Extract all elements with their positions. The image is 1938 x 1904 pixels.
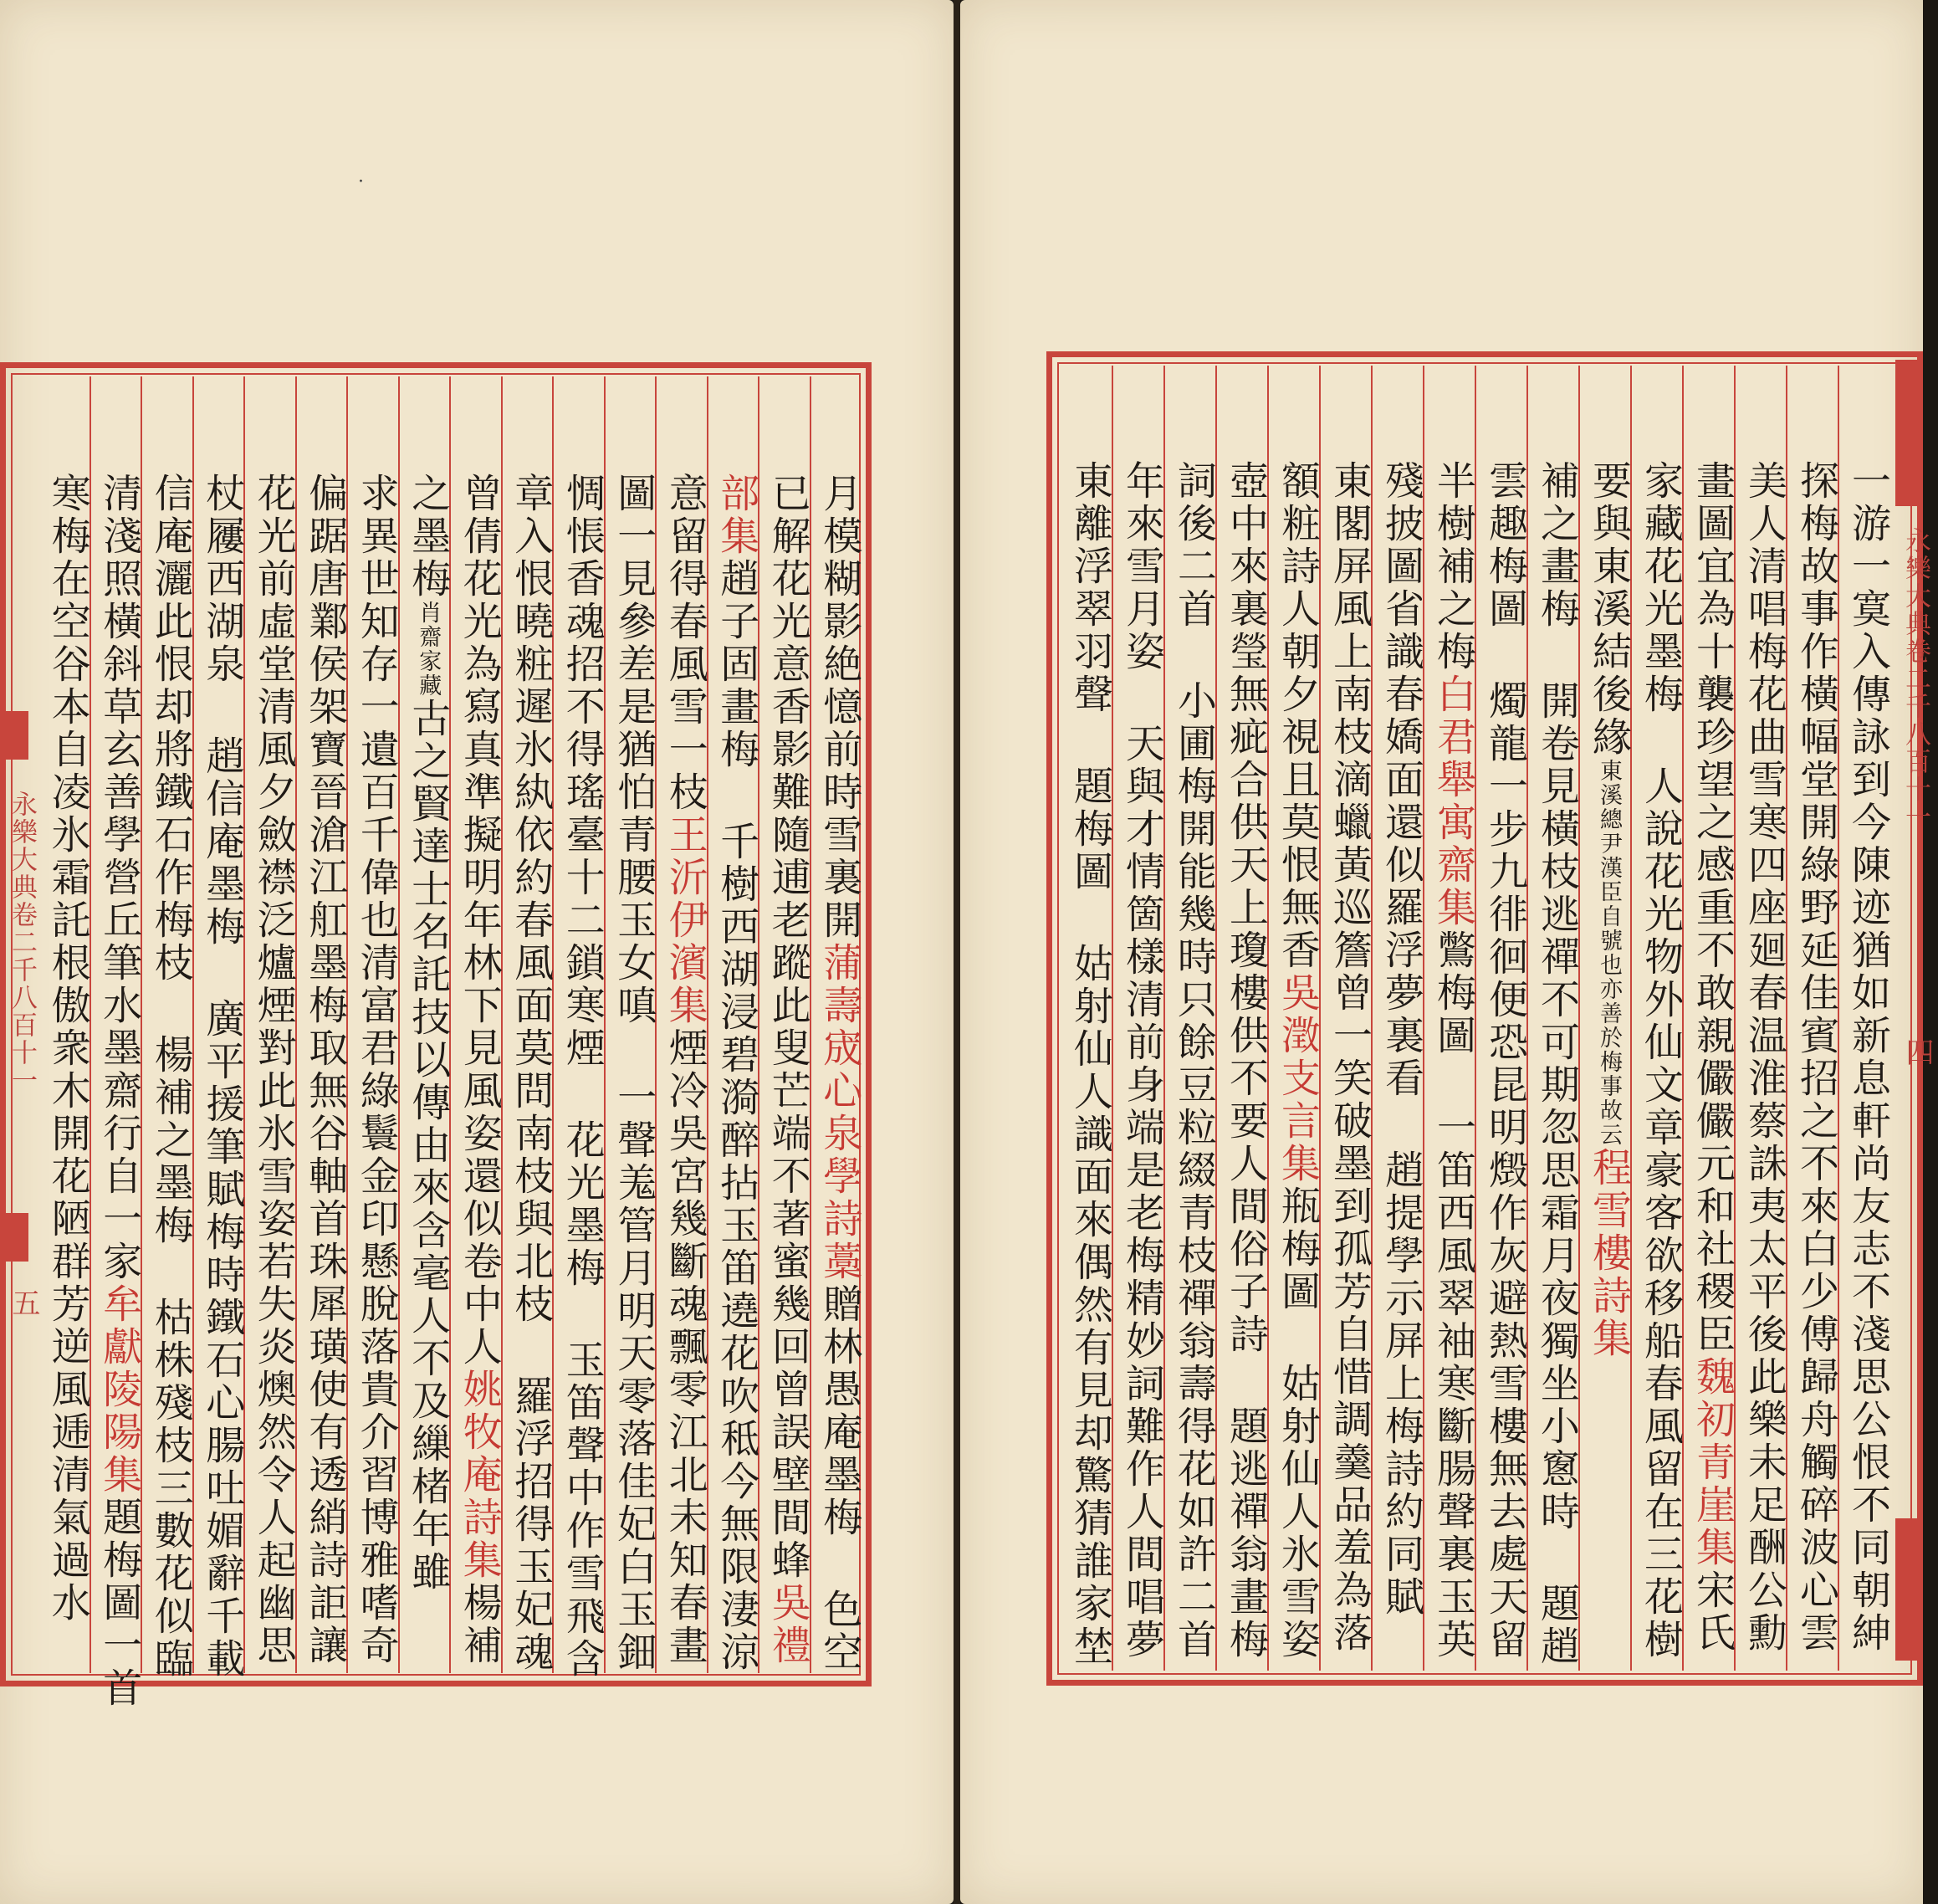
text-segment: 鷩梅圖 一笛西風翠袖寒斷腸聲裏玉英 xyxy=(1430,929,1476,1661)
left-page-column xyxy=(298,473,349,1667)
annotation-note: 東溪總尹漢臣自號也亦善於梅事故云 xyxy=(1596,759,1622,1147)
text-segment: 信庵灑此恨却將鐵石作梅枝 楊補之墨梅 枯株殘枝三數花似臨 xyxy=(147,473,194,1681)
text-segment: 一游一寞入傳詠到今陳迹猶如新息軒尚友志不淺思公恨不同朝紳 xyxy=(1845,460,1891,1655)
left-page-column xyxy=(606,473,657,1674)
text-segment: 偏踞唐鄴侯架寶晉滄江舡墨梅取無谷軸首珠犀璜使有透綃詩詎讓 xyxy=(302,473,349,1667)
source-title: 王沂伊濱集 xyxy=(662,814,708,1027)
text-segment: 要與東溪結後緣 xyxy=(1586,460,1632,759)
text-segment: 宋氏 xyxy=(1690,1569,1736,1655)
text-segment: 贈林愚庵墨梅 色空 xyxy=(816,1283,863,1674)
text-segment: 清淺照橫斜草玄善學營丘筆水墨齋行自一家 xyxy=(96,473,143,1283)
right-page-column xyxy=(1737,460,1787,1665)
source-title: 魏初青崖集 xyxy=(1690,1356,1736,1569)
source-title: 部集 xyxy=(713,473,760,558)
text-segment: 惆悵香魂招不得瑤臺十二鎖寒煙 花光墨梅 玉笛聲中作雪飛含 xyxy=(559,473,606,1681)
left-page-column xyxy=(401,473,452,1661)
text-segment: 花光前虛堂清風夕斂襟泛爐煙對此氷雪姿若失炎燠然令人起幽思 xyxy=(250,473,297,1667)
source-title: 吳澂支言集 xyxy=(1275,972,1321,1185)
left-page-column xyxy=(504,473,555,1674)
left-margin-tab-upper xyxy=(5,711,28,760)
source-title: 蒲壽宬心泉學詩藁 xyxy=(816,942,863,1283)
text-segment: 補之畫梅 開卷見橫枝逃禪不可期忽思霜月夜獨坐小窻時 題趙 xyxy=(1534,460,1580,1668)
right-page-column xyxy=(1478,460,1528,1665)
source-title: 吳禮 xyxy=(764,1582,811,1667)
source-title: 程雪樓詩集 xyxy=(1586,1147,1632,1360)
text-segment: 雲趣梅圖 燭龍一步九徘徊便恐昆明燬作灰避熱雪樓無去處天留 xyxy=(1482,460,1528,1661)
text-segment: 瓶梅圖 姑射仙人氷雪姿 xyxy=(1275,1185,1321,1661)
text-segment: 壺中來裏瑩無疵合供天上瓊樓供不要人間俗子詩 題逃禪翁畫梅 xyxy=(1223,460,1269,1661)
right-page-column xyxy=(1841,460,1891,1665)
right-page-column xyxy=(1322,460,1373,1665)
text-segment: 東閣屏風上南枝滴蠟黃巡簷曾一笑破墨到孤芳自惜調羹品羞為落 xyxy=(1327,460,1373,1655)
left-page-column xyxy=(812,473,863,1674)
right-page-column xyxy=(1685,460,1736,1665)
text-segment: 寒梅在空谷本自凌氷霜託根傲衆木開花陋群芳逆風逓清氣過水 xyxy=(44,473,91,1625)
left-page-column xyxy=(350,473,400,1667)
left-page-column xyxy=(247,473,297,1667)
right-page-column xyxy=(1530,460,1580,1668)
text-segment: 古之賢達士名託技以傳由來含毫人不及繅楮年雖 xyxy=(405,698,452,1594)
left-margin-tab-text: 永樂大典卷二千八百十一 xyxy=(7,791,37,1094)
text-segment: 曾倩花光為寫真準擬明年林下見風姿還似卷中人 xyxy=(456,473,503,1369)
right-page-column xyxy=(1426,460,1476,1665)
right-page-column xyxy=(1271,460,1321,1665)
right-margin-tab-lower xyxy=(1895,1518,1919,1661)
text-segment: 圖一見參差是猶怕青腰玉女嗔 一聲羗管月明天零落佳妃白玉鈿 xyxy=(611,473,657,1674)
right-page xyxy=(960,0,1934,1904)
left-page-column xyxy=(555,473,606,1681)
text-segment: 額粧詩人朝夕視且莫恨無香 xyxy=(1275,460,1321,972)
left-page-column xyxy=(658,473,708,1667)
source-title: 姚牧庵詩集 xyxy=(456,1369,503,1582)
left-page-column xyxy=(761,473,811,1667)
right-margin-tab-text: 永樂大典卷二千八百十一 xyxy=(1900,527,1930,831)
right-page-column xyxy=(1789,460,1839,1665)
right-leaf-number: 四 xyxy=(1900,1037,1934,1066)
right-page-column xyxy=(1167,460,1217,1665)
text-segment: 月模糊影絶憶前時雪裏開 xyxy=(816,473,863,942)
left-leaf-number: 五 xyxy=(7,1288,40,1317)
text-segment: 之墨梅 xyxy=(405,473,452,601)
left-page-column xyxy=(92,473,143,1710)
right-page-column xyxy=(1582,460,1632,1665)
right-page-column xyxy=(1219,460,1269,1665)
text-segment: 已解花光意香影難隨逋老蹤此叟芒端不著蜜幾回曾誤壁間蜂 xyxy=(764,473,811,1582)
text-segment: 年來雪月姿 天與才情箇樣清前身端是老梅精妙詞難作人間唱夢 xyxy=(1119,460,1165,1661)
text-segment: 東離浮翠羽聲 題梅圖 姑射仙人識面來偶然有見却驚猜誰家埜 xyxy=(1067,460,1113,1668)
text-segment: 探梅故事作橫幅堂開綠野延佳賓招之不來白少傅歸舟觸碎波心雲 xyxy=(1793,460,1839,1655)
text-segment: 詞後二首 小圃梅開能幾時只餘豆粒綴青枝禪翁壽得花如許二首 xyxy=(1171,460,1217,1661)
text-segment: 美人清唱梅花曲雪寒四座廻春温淮蔡誅夷太平後此樂未足酬公勳 xyxy=(1741,460,1787,1655)
left-page-column xyxy=(709,473,760,1674)
book-gutter xyxy=(954,0,960,1904)
text-segment: 意留得春風雪一枝 xyxy=(662,473,708,814)
text-segment: 求異世知存一遺百千偉也清富君綠鬟金印懸脫落貴介習博雅嗜奇 xyxy=(353,473,400,1667)
right-page-column xyxy=(1634,460,1684,1665)
annotation-note: 肖齋家藏 xyxy=(415,601,442,698)
left-page-column xyxy=(144,473,194,1681)
text-segment: 趙子固畫梅 千樹西湖浸碧漪醉拈玉笛遶花吹秪今無限淒涼 xyxy=(713,558,760,1674)
left-page xyxy=(0,0,954,1904)
right-page-column xyxy=(1115,460,1165,1665)
text-segment: 杖屨西湖泉 趙信庵墨梅 廣平援筆賦梅時鐵石心腸吐媚辭千載 xyxy=(199,473,246,1681)
text-segment: 楊補 xyxy=(456,1582,503,1667)
right-page-column xyxy=(1374,460,1424,1665)
source-title: 牟獻陵陽集 xyxy=(96,1283,143,1497)
text-segment: 煙冷吳宮幾斷魂飄零江北未知春畫 xyxy=(662,1027,708,1667)
text-segment: 畫圖宜為十襲珍望之感重不敢親儼儼元和社稷臣 xyxy=(1690,460,1736,1356)
left-margin-tab-lower xyxy=(5,1213,28,1262)
left-page-column xyxy=(195,473,246,1681)
text-segment: 殘披圖省識春嬌面還似羅浮夢裏看 趙提學示屏上梅詩約同賦 xyxy=(1378,460,1424,1619)
text-segment: 章入恨曉粧遲氷紈依約春風面莫問南枝與北枝 羅浮招得玉妃魂 xyxy=(508,473,555,1674)
left-dot-mark: · xyxy=(358,171,364,192)
left-page-column xyxy=(453,473,503,1667)
text-segment: 題梅圖一首 xyxy=(96,1497,143,1710)
text-segment: 家藏花光墨梅 人說花光物外仙文章豪客欲移船春風留在三花樹 xyxy=(1638,460,1684,1661)
right-margin-tab-upper xyxy=(1895,360,1919,506)
right-page-column xyxy=(1063,460,1113,1668)
left-page-column xyxy=(41,473,91,1661)
source-title: 白君舉寓齋集 xyxy=(1430,673,1476,929)
text-segment: 半樹補之梅 xyxy=(1430,460,1476,673)
